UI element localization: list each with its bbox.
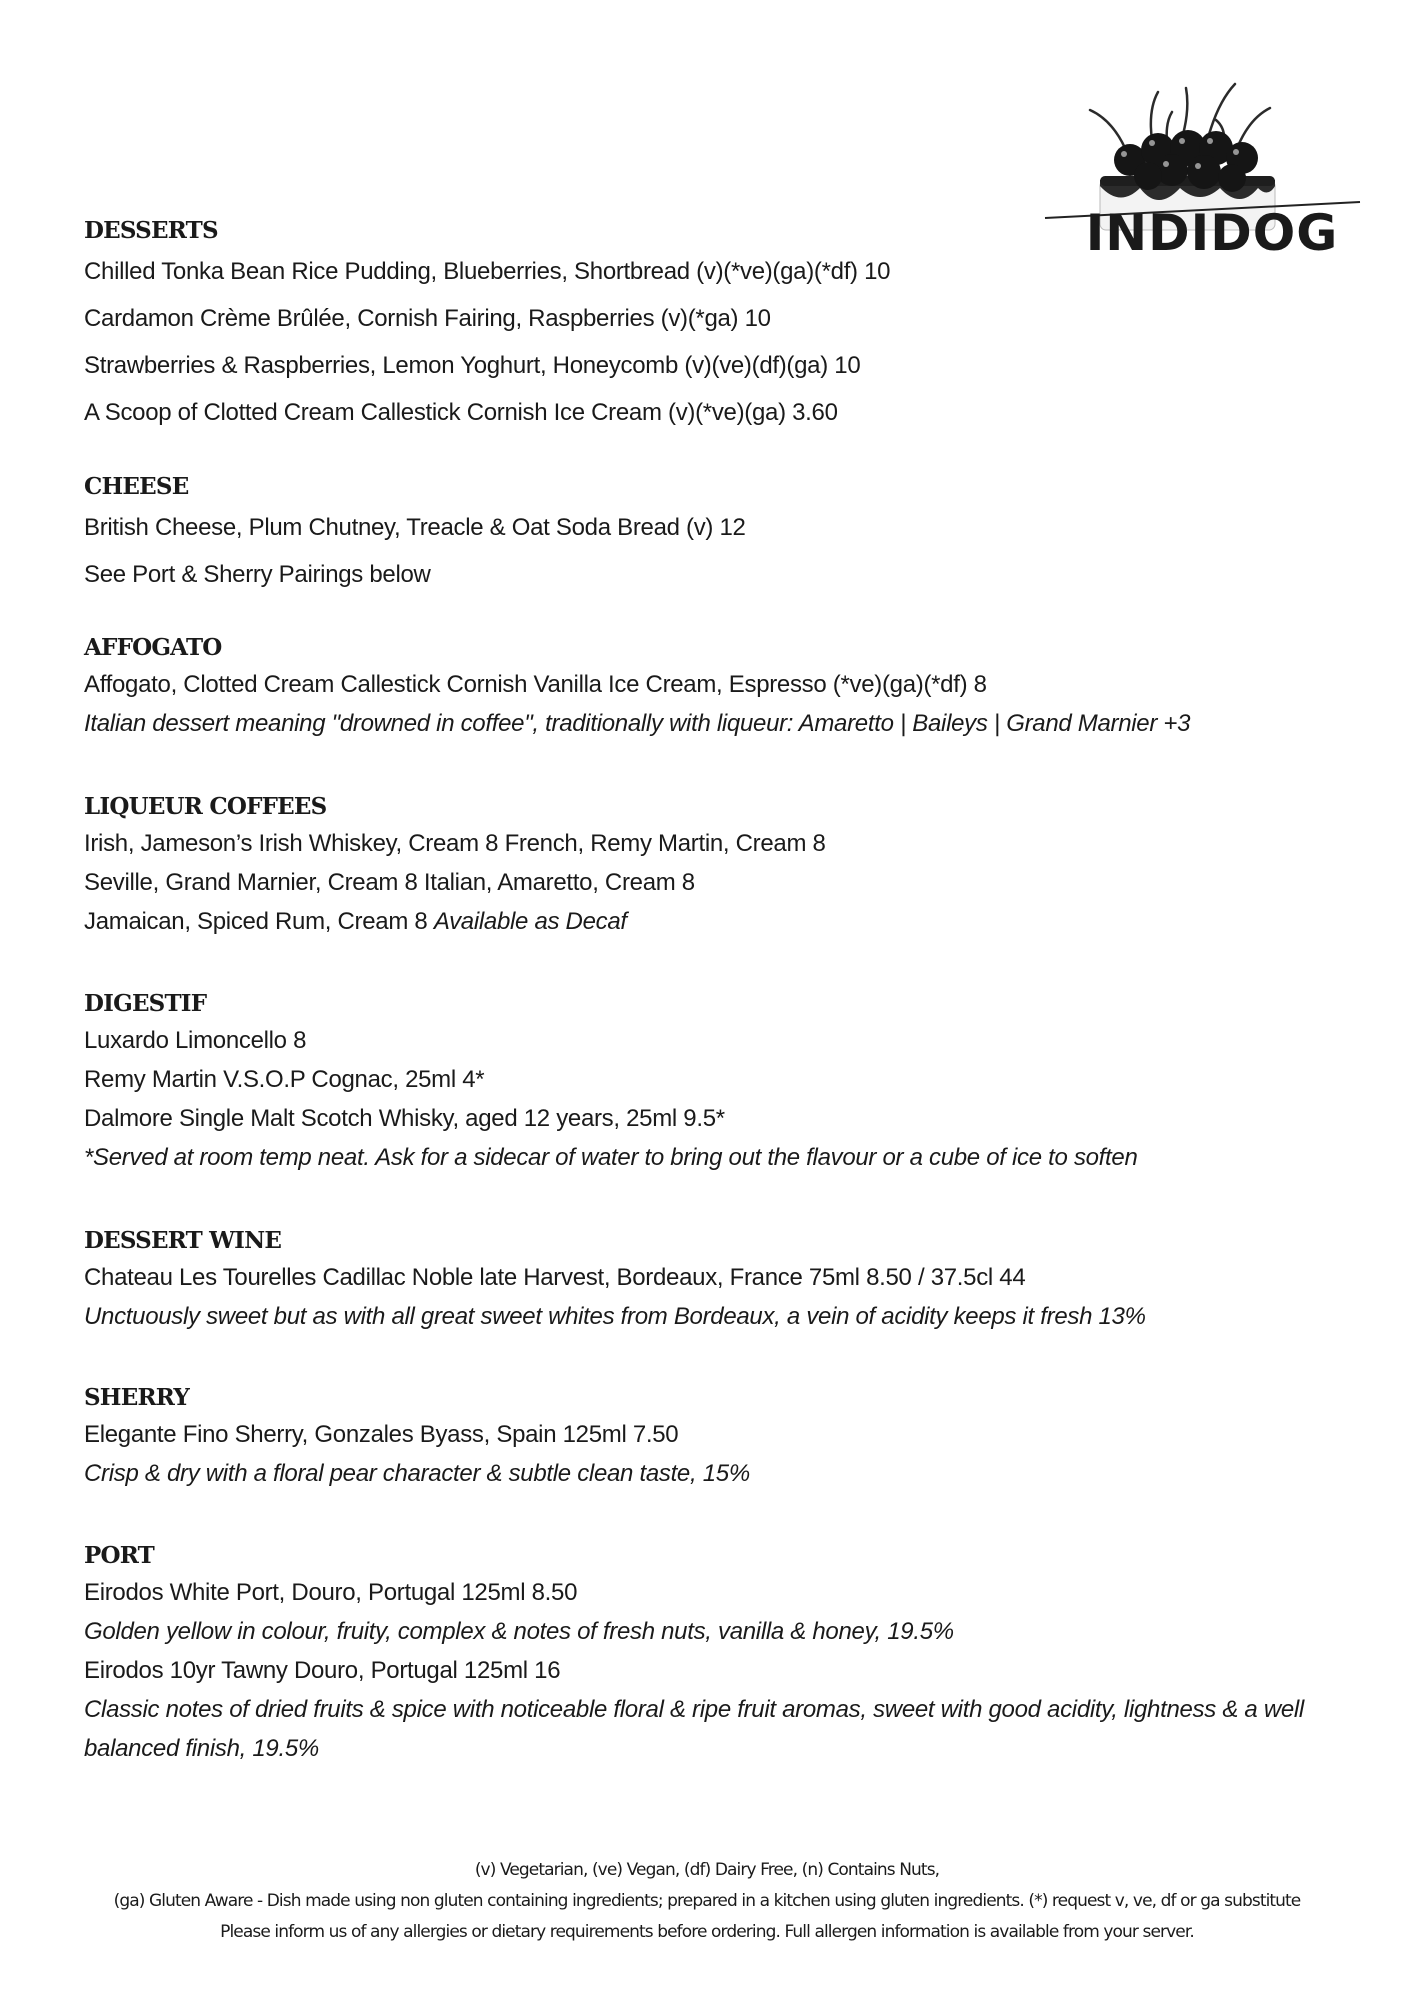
section-title-affogato: AFFOGATO: [84, 634, 222, 661]
allergen-footer: [0, 1855, 1414, 1948]
menu-item: Cardamon Crème Brûlée, Cornish Fairing, Raspberries (v)(*ga) 10: [84, 305, 771, 332]
menu-item: Chateau Les Tourelles Cadillac Noble late Harvest, Bordeaux, France 75ml 8.50 / 37.5cl 44: [84, 1264, 1026, 1291]
menu-item: Strawberries & Raspberries, Lemon Yoghurt, Honeycomb (v)(ve)(df)(ga) 10: [84, 352, 861, 379]
menu-item: Affogato, Clotted Cream Callestick Cornish Vanilla Ice Cream, Espresso (*ve)(ga)(*df) 8: [84, 671, 987, 698]
section-title-port: PORT: [84, 1542, 154, 1569]
decaf-note: Available as Decaf: [433, 908, 627, 935]
menu-item: Eirodos White Port, Douro, Portugal 125ml 8.50: [84, 1579, 578, 1606]
menu-description: *Served at room temp neat. Ask for a sidecar of water to bring out the flavour or a cube of ice to soften: [84, 1144, 1138, 1171]
desserts-section: [84, 214, 1354, 436]
menu-note: See Port & Sherry Pairings below: [84, 561, 431, 588]
menu-item: Elegante Fino Sherry, Gonzales Byass, Spain 125ml 7.50: [84, 1421, 679, 1448]
section-title-dessert-wine: DESSERT WINE: [84, 1227, 282, 1254]
port-section: [84, 1539, 1354, 1762]
menu-description: Golden yellow in colour, fruity, complex & notes of fresh nuts, vanilla & honey, 19.5%: [84, 1618, 954, 1645]
menu-item: Jamaican, Spiced Rum, Cream 8: [84, 908, 428, 935]
menu-description: Italian dessert meaning "drowned in coffee", traditionally with liqueur: Amaretto | Baileys | Grand Marnier +3: [84, 710, 1191, 737]
liqueur-coffees-section: [84, 790, 1354, 941]
menu-description: Classic notes of dried fruits & spice with noticeable floral & ripe fruit aromas, sweet with good acidity, lightness & a well balanced finish, 19.5%: [84, 1696, 1304, 1762]
section-title-digestif: DIGESTIF: [84, 990, 207, 1017]
menu-item: Irish, Jameson’s Irish Whiskey, Cream 8 French, Remy Martin, Cream 8: [84, 830, 826, 857]
menu-item: Luxardo Limoncello 8: [84, 1027, 307, 1054]
footer-line: (ga) Gluten Aware - Dish made using non gluten containing ingredients; prepared in a kitchen using gluten ingredients. (*) request v, ve, df or ga substitute: [113, 1891, 1301, 1911]
footer-line: (v) Vegetarian, (ve) Vegan, (df) Dairy Free, (n) Contains Nuts,: [474, 1860, 940, 1880]
menu-item-row: [84, 902, 1354, 941]
section-title-sherry: SHERRY: [84, 1384, 190, 1411]
section-title-cheese: CHEESE: [84, 473, 189, 500]
sherry-section: [84, 1381, 1354, 1493]
menu-description: Crisp & dry with a floral pear character & subtle clean taste, 15%: [84, 1460, 750, 1487]
menu-item: Seville, Grand Marnier, Cream 8 Italian, Amaretto, Cream 8: [84, 869, 695, 896]
menu-item: A Scoop of Clotted Cream Callestick Cornish Ice Cream (v)(*ve)(ga) 3.60: [84, 399, 838, 426]
menu-item: Dalmore Single Malt Scotch Whisky, aged 12 years, 25ml 9.5*: [84, 1105, 725, 1132]
section-title-liqueur-coffees: LIQUEUR COFFEES: [84, 793, 327, 820]
menu-item: Chilled Tonka Bean Rice Pudding, Blueberries, Shortbread (v)(*ve)(ga)(*df) 10: [84, 258, 891, 285]
menu-item: Eirodos 10yr Tawny Douro, Portugal 125ml 16: [84, 1657, 561, 1684]
menu-item: British Cheese, Plum Chutney, Treacle & Oat Soda Bread (v) 12: [84, 514, 746, 541]
menu-item: Remy Martin V.S.O.P Cognac, 25ml 4*: [84, 1066, 485, 1093]
digestif-section: [84, 987, 1354, 1177]
menu-description: Unctuously sweet but as with all great sweet whites from Bordeaux, a vein of acidity keeps it fresh 13%: [84, 1303, 1146, 1330]
cheese-section: [84, 470, 1354, 598]
affogato-section: [84, 631, 1354, 743]
dessert-wine-section: [84, 1224, 1354, 1336]
footer-line: Please inform us of any allergies or dietary requirements before ordering. Full allergen information is available from your server.: [220, 1922, 1194, 1942]
section-title-desserts: DESSERTS: [84, 217, 218, 244]
logo-wordmark: INDIDOG: [1085, 204, 1339, 255]
